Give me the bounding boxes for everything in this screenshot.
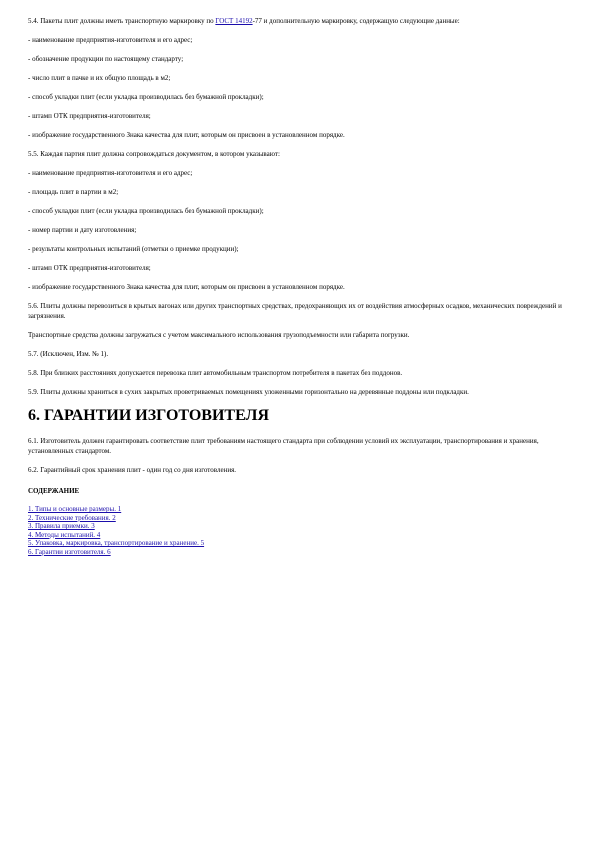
toc-link[interactable]: 2. Технические требования. 2 [28,513,116,522]
list-item: - штамп ОТК предприятия-изготовителя; [28,264,151,272]
paragraph-5-6-transport: Транспортные средства должны загружаться с учетом максимального использования грузоподъемности или габарита погрузки. [28,331,410,339]
list-item: - наименование предприятия-изготовителя и его адрес; [28,169,193,177]
list-item: - наименование предприятия-изготовителя и его адрес; [28,36,193,44]
list-item: - изображение государственного Знака качества для плит, которым он присвоен в установленном порядке. [28,283,345,291]
toc-item [28,548,568,557]
list-item: - число плит в пачке и их общую площадь в м2; [28,74,171,82]
gost-14192-link[interactable]: ГОСТ 14192 [215,17,253,25]
toc-item [28,514,568,523]
toc-link[interactable]: 1. Типы и основные размеры. 1 [28,505,122,513]
list-item: - способ укладки плит (если укладка производилась без бумажной прокладки); [28,93,264,101]
toc-link[interactable]: 4. Методы испытаний. 4 [28,530,101,539]
section-heading: 6. ГАРАНТИИ ИЗГОТОВИТЕЛЯ [28,407,270,424]
text-fragment: -77 и дополнительную маркировку, содержащую следующие данные: [252,17,460,25]
list-item: - штамп ОТК предприятия-изготовителя; [28,112,151,120]
toc-link[interactable]: 5. Упаковка, маркировка, транспортирование и хранение. 5 [28,539,205,547]
text-fragment: 5.4. Пакеты плит должны иметь транспортную маркировку по [28,17,216,25]
list-item: - площадь плит в партии в м2; [28,188,119,196]
table-of-contents [28,505,568,556]
toc-link[interactable]: 3. Правила приемки. 3 [28,522,95,530]
list-item: - способ укладки плит (если укладка производилась без бумажной прокладки); [28,207,264,215]
paragraph-6-2: 6.2. Гарантийный срок хранения плит - один год со дня изготовления. [28,466,237,474]
list-item: - результаты контрольных испытаний (отметки о приемке продукции); [28,245,239,253]
document-page [28,16,568,556]
paragraph-5-4 [28,16,568,26]
toc-item [28,505,568,514]
list-item: - изображение государственного Знака качества для плит, которым он присвоен в установленном порядке. [28,131,345,139]
paragraph-5-9: 5.9. Плиты должны храниться в сухих закрытых проветриваемых помещениях уложенными горизонтально на деревянные поддоны или подкладки. [28,388,469,396]
paragraph-5-8: 5.8. При близких расстояниях допускается перевозка плит автомобильным транспортом потребителя в пакетах без поддонов. [28,369,403,377]
toc-link[interactable]: 6. Гарантии изготовителя. 6 [28,547,111,556]
paragraph-5-6: 5.6. Плиты должны перевозиться в крытых вагонах или других транспортных средствах, предохраняющих их от воздействия атмосферных осадков, механических повреждений и загрязнения. [28,302,562,320]
toc-item [28,522,568,531]
toc-item [28,531,568,540]
toc-item [28,539,568,548]
paragraph-5-5: 5.5. Каждая партия плит должна сопровождаться документом, в котором указывают: [28,150,280,158]
list-item: - обозначение продукции по настоящему стандарту; [28,55,184,63]
toc-title: СОДЕРЖАНИЕ [28,487,80,495]
paragraph-5-7: 5.7. (Исключен, Изм. № 1). [28,350,109,358]
list-item: - номер партии и дату изготовления; [28,226,137,234]
paragraph-6-1: 6.1. Изготовитель должен гарантировать соответствие плит требованиям настоящего стандарта при соблюдении условий их эксплуатации, транспортирования и хранения, установленных стандартом. [28,437,539,455]
